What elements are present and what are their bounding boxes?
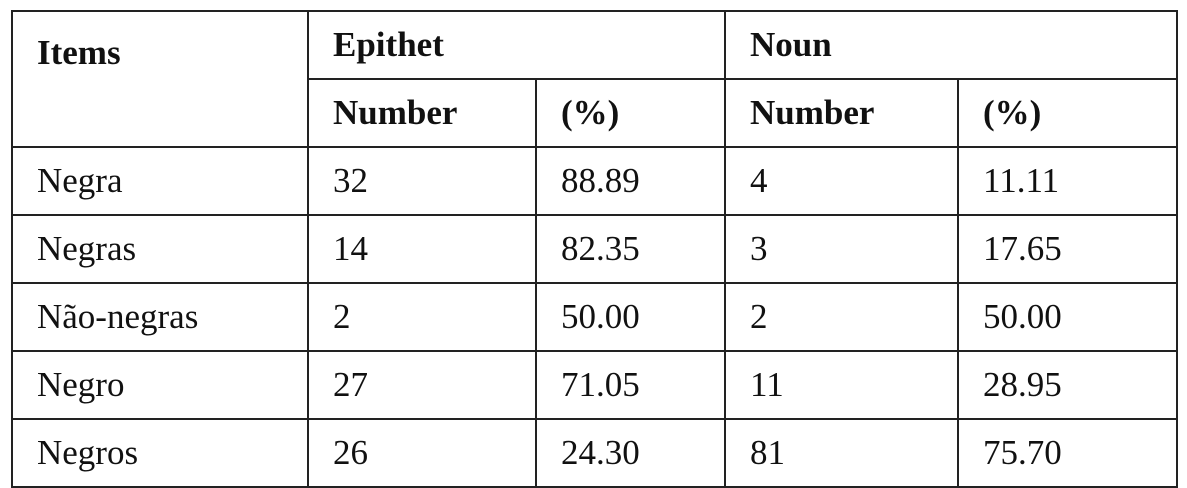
cell-epithet-percent: 24.30 [536, 419, 725, 487]
cell-noun-number: 4 [725, 147, 958, 215]
header-noun-percent: (%) [958, 79, 1177, 147]
cell-epithet-percent: 82.35 [536, 215, 725, 283]
cell-epithet-number: 2 [308, 283, 536, 351]
cell-noun-percent: 50.00 [958, 283, 1177, 351]
header-epithet-percent: (%) [536, 79, 725, 147]
header-row-primary [12, 11, 1177, 79]
table-row [12, 147, 1177, 215]
header-epithet-number: Number [308, 79, 536, 147]
cell-item: Negro [12, 351, 308, 419]
cell-epithet-percent: 50.00 [536, 283, 725, 351]
cell-item: Não-negras [12, 283, 308, 351]
cell-item: Negra [12, 147, 308, 215]
header-noun: Noun [725, 11, 1177, 79]
cell-noun-number: 11 [725, 351, 958, 419]
cell-noun-number: 81 [725, 419, 958, 487]
header-noun-number: Number [725, 79, 958, 147]
table-row [12, 283, 1177, 351]
table-row [12, 351, 1177, 419]
epithet-noun-table [11, 10, 1178, 488]
cell-epithet-percent: 88.89 [536, 147, 725, 215]
cell-epithet-number: 14 [308, 215, 536, 283]
cell-noun-number: 2 [725, 283, 958, 351]
header-items: Items [12, 11, 308, 147]
cell-noun-number: 3 [725, 215, 958, 283]
cell-epithet-percent: 71.05 [536, 351, 725, 419]
cell-noun-percent: 11.11 [958, 147, 1177, 215]
header-epithet: Epithet [308, 11, 725, 79]
cell-item: Negros [12, 419, 308, 487]
cell-epithet-number: 26 [308, 419, 536, 487]
table-row [12, 215, 1177, 283]
table-row [12, 419, 1177, 487]
cell-noun-percent: 17.65 [958, 215, 1177, 283]
cell-noun-percent: 28.95 [958, 351, 1177, 419]
cell-epithet-number: 27 [308, 351, 536, 419]
cell-noun-percent: 75.70 [958, 419, 1177, 487]
cell-item: Negras [12, 215, 308, 283]
cell-epithet-number: 32 [308, 147, 536, 215]
